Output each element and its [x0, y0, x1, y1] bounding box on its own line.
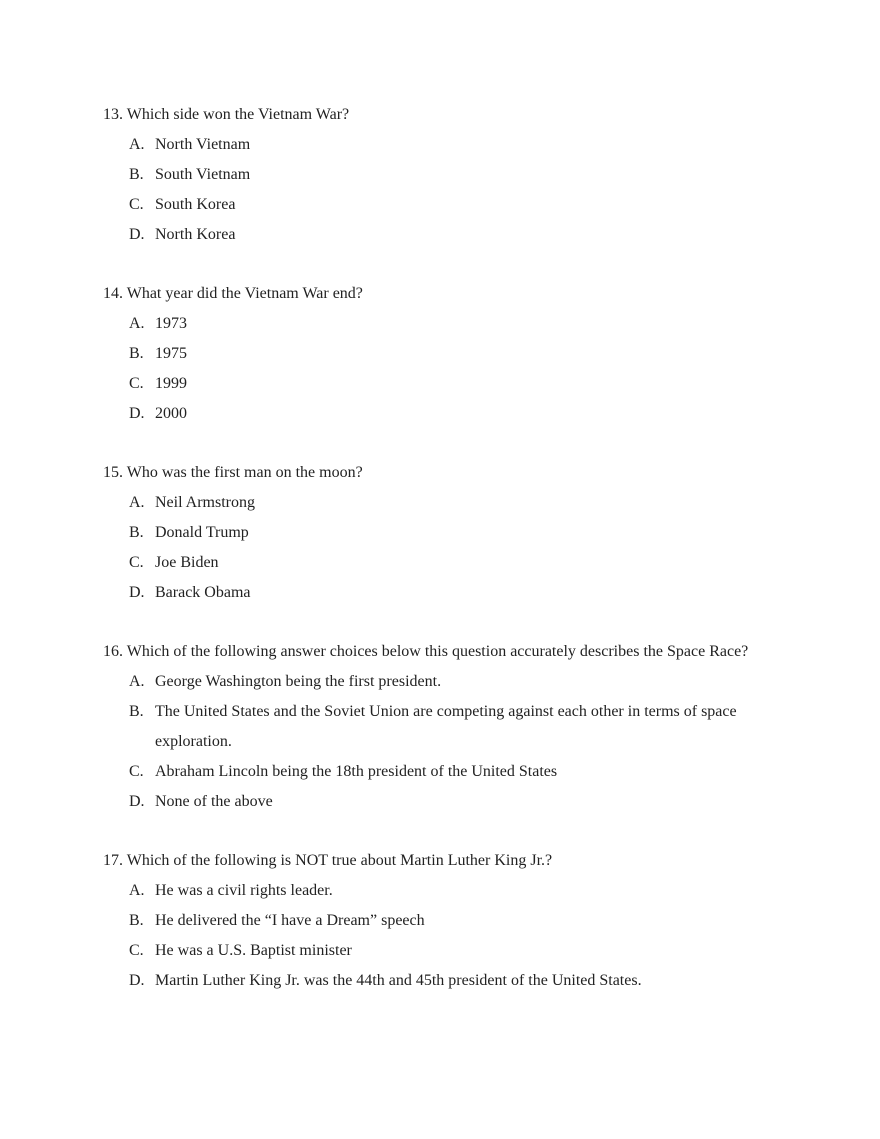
question-16 — [103, 637, 793, 817]
question-list — [103, 100, 793, 1025]
answer-choices — [103, 130, 793, 250]
choice-text: 1999 — [155, 375, 187, 392]
answer-choice-c — [103, 936, 793, 966]
choice-text: The United States and the Soviet Union are competing against each other in terms of space exploration. — [155, 703, 737, 750]
answer-choice-b — [103, 697, 793, 757]
choice-letter: C. — [129, 763, 144, 780]
choice-letter: D. — [129, 405, 145, 422]
choice-text: George Washington being the first president. — [155, 673, 442, 690]
question-stem — [103, 100, 793, 130]
choice-letter: B. — [129, 703, 144, 720]
choice-letter: B. — [129, 166, 144, 183]
choice-text: North Vietnam — [155, 136, 251, 153]
question-text: Which of the following answer choices below this question accurately describes the Space Race? — [126, 643, 749, 660]
choice-text: None of the above — [155, 793, 273, 810]
choice-text: South Korea — [155, 196, 236, 213]
answer-choice-a — [103, 488, 793, 518]
choice-letter: A. — [129, 494, 145, 511]
question-stem — [103, 458, 793, 488]
choice-letter: C. — [129, 375, 144, 392]
choice-text: North Korea — [155, 226, 236, 243]
answer-choice-d — [103, 578, 793, 608]
answer-choice-a — [103, 876, 793, 906]
answer-choice-c — [103, 190, 793, 220]
answer-choices — [103, 309, 793, 429]
answer-choices — [103, 876, 793, 996]
answer-choice-d — [103, 787, 793, 817]
choice-letter: D. — [129, 226, 145, 243]
question-number: 14. — [103, 285, 123, 302]
choice-text: 1975 — [155, 345, 187, 362]
choice-letter: A. — [129, 673, 145, 690]
question-text: Who was the first man on the moon? — [126, 464, 363, 481]
answer-choice-b — [103, 160, 793, 190]
question-stem — [103, 279, 793, 309]
choice-text: Barack Obama — [155, 584, 251, 601]
question-number: 17. — [103, 852, 123, 869]
choice-text: Donald Trump — [155, 524, 249, 541]
choice-text: Abraham Lincoln being the 18th president of the United States — [155, 763, 558, 780]
answer-choices — [103, 488, 793, 608]
answer-choice-d — [103, 399, 793, 429]
answer-choice-a — [103, 667, 793, 697]
answer-choice-a — [103, 130, 793, 160]
choice-text: 2000 — [155, 405, 187, 422]
question-number: 15. — [103, 464, 123, 481]
choice-letter: D. — [129, 972, 145, 989]
question-text: Which side won the Vietnam War? — [126, 106, 350, 123]
answer-choice-b — [103, 906, 793, 936]
choice-letter: C. — [129, 942, 144, 959]
choice-letter: A. — [129, 882, 145, 899]
question-stem — [103, 637, 793, 667]
question-text: Which of the following is NOT true about Martin Luther King Jr.? — [126, 852, 553, 869]
answer-choice-b — [103, 339, 793, 369]
answer-choice-c — [103, 369, 793, 399]
choice-text: Joe Biden — [155, 554, 219, 571]
answer-choice-a — [103, 309, 793, 339]
choice-letter: D. — [129, 793, 145, 810]
answer-choices — [103, 667, 793, 817]
choice-text: Martin Luther King Jr. was the 44th and 45th president of the United States. — [155, 972, 642, 989]
question-number: 16. — [103, 643, 123, 660]
choice-text: He delivered the “I have a Dream” speech — [155, 912, 425, 929]
choice-letter: D. — [129, 584, 145, 601]
question-text: What year did the Vietnam War end? — [126, 285, 363, 302]
choice-letter: B. — [129, 345, 144, 362]
choice-text: South Vietnam — [155, 166, 251, 183]
choice-letter: B. — [129, 912, 144, 929]
question-stem — [103, 846, 793, 876]
choice-text: He was a U.S. Baptist minister — [155, 942, 352, 959]
question-15 — [103, 458, 793, 608]
choice-text: 1973 — [155, 315, 187, 332]
answer-choice-d — [103, 220, 793, 250]
choice-letter: A. — [129, 136, 145, 153]
choice-text: He was a civil rights leader. — [155, 882, 333, 899]
question-17 — [103, 846, 793, 996]
question-14 — [103, 279, 793, 429]
choice-letter: B. — [129, 524, 144, 541]
answer-choice-c — [103, 548, 793, 578]
question-13 — [103, 100, 793, 250]
choice-letter: C. — [129, 196, 144, 213]
answer-choice-d — [103, 966, 793, 996]
answer-choice-b — [103, 518, 793, 548]
answer-choice-c — [103, 757, 793, 787]
choice-text: Neil Armstrong — [155, 494, 255, 511]
question-number: 13. — [103, 106, 123, 123]
choice-letter: A. — [129, 315, 145, 332]
choice-letter: C. — [129, 554, 144, 571]
